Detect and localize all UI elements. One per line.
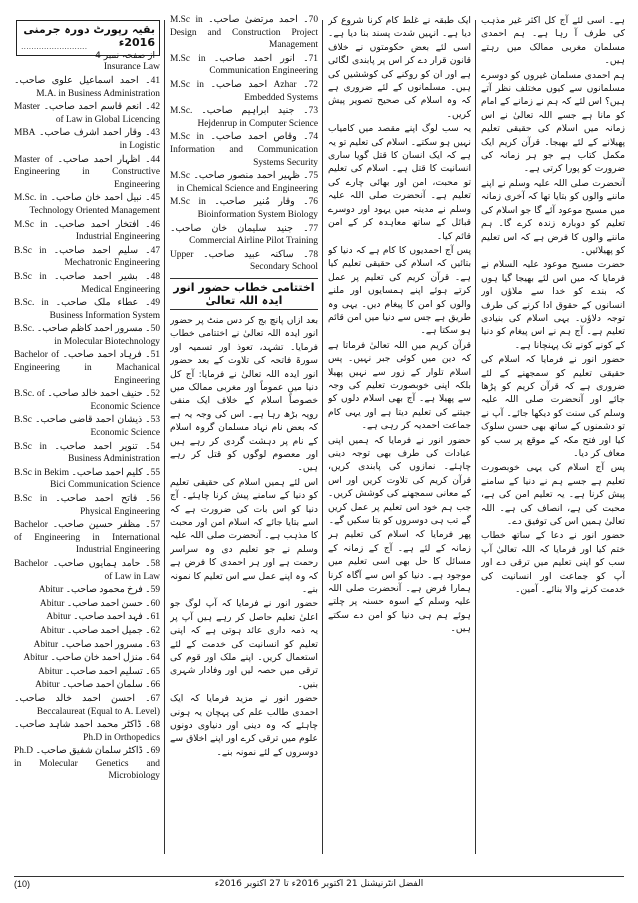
- degree-item: 53۔ ذیشان احمد قاضی صاحب۔ B.Sc Economic Science: [14, 415, 160, 439]
- degree-item: 42۔ انعم قاسم احمد صاحب۔ Master of Law in Global Licencing: [14, 102, 160, 125]
- report-header-box: بقیہ رپورٹ دورہ جرمنی 2016ء از صفحہ نمبر 4 ..........................: [16, 20, 160, 56]
- degree-item: 76۔ وقار مُنیر صاحب۔ M.Sc in Bioinformation System Biology: [170, 197, 318, 220]
- page-number: (10): [14, 879, 31, 889]
- section-heading: Insurance Law: [103, 62, 160, 72]
- degree-item: 51۔ فرہاد احمد صاحب۔ Bachelor of Engineering in Machanical Engineering: [14, 350, 160, 386]
- degree-item: 57۔ مظفر حسین صاحب۔ Bachelor of Engineering in International Industrial Engineering: [14, 520, 160, 556]
- degree-item: 52۔ حنیف احمد خالد صاحب۔ B.Sc. of Economic Science: [14, 389, 160, 412]
- degree-item: 64۔ منزل احمد خان صاحب۔ Abitur: [23, 653, 160, 664]
- column-2: [170, 14, 318, 874]
- article-text: [328, 14, 471, 636]
- paragraph: اس لئے ہمیں اسلام کی حقیقی تعلیم کو دنیا کے سامنے پیش کرنا چاہئے۔ آج دنیا کو اس بات کی ضرورت ہے کہ اسے بتایا جائے کہ اسلام امن اور محبت کا مذہب ہے۔ آنحضرت صلی اللہ علیہ وسلم نے جو تعلیم دی وہ سراسر رحمت ہے اور ہر احمدی کا فرض ہے کہ وہ اپنے عمل سے اس تعلیم کا نمونہ بنے۔: [170, 476, 318, 595]
- degree-item: 78۔ ساکنہ عبید صاحب۔ Upper Secondary School: [170, 249, 318, 273]
- degree-item: 46۔ افتخار احمد صاحب۔ M.Sc in Industrial Engineering: [14, 219, 160, 243]
- column-3: [328, 14, 471, 874]
- paragraph: حضور انور نے فرمایا کہ آپ لوگ جو اعلیٰ تعلیم حاصل کر رہے ہیں آپ پر یہ ذمہ داری عائد ہوتی ہے کہ اپنی تعلیم کو انسانیت کی خدمت کے لئے استعمال کریں۔ اپنے ملک اور قوم کی ترقی میں حصہ لیں اور وفادار شہری بنیں۔: [170, 598, 318, 690]
- degree-item: 45۔ نبیل احمد خان صاحب۔ M.Sc. in Technology Oriented Management: [14, 193, 160, 216]
- degree-item: 75۔ ظہیر احمد منصور صاحب۔ M.Sc in Chemical Science and Engineering: [170, 171, 318, 194]
- section-title-closing-address: اختتامی خطاب حضور انور ایدہ اللہ تعالیٰ: [170, 278, 318, 310]
- degree-item: 70۔ احمد مرتضیٰ صاحب۔ M.Sc in Design and Construction Project Management: [170, 15, 318, 51]
- report-title: بقیہ رپورٹ دورہ جرمنی 2016ء: [23, 23, 155, 49]
- degree-item: 47۔ سلیم احمد صاحب۔ B.Sc in Mechatronic Engineering: [14, 245, 160, 269]
- column-degree-list: [14, 14, 160, 874]
- degree-item: 41۔ احمد اسماعیل علوی صاحب۔ M.A. in Business Administration: [14, 76, 160, 99]
- degree-list-continued: [170, 14, 318, 274]
- degree-item: 73۔ جنید ابراہیم صاحب۔ M.Sc. Hejdenrup in Computer Science: [170, 106, 318, 129]
- degree-item: 66۔ سلمان احمد صاحب۔ Abitur: [35, 680, 160, 691]
- degree-item: 68۔ ڈاکٹر محمد احمد شاہد صاحب۔ Ph.D in Orthopedics: [14, 720, 160, 743]
- degree-item: 49۔ عطاء ملک صاحب۔ B.Sc. in Business Information System: [14, 298, 160, 321]
- page-footer: [14, 876, 624, 891]
- degree-item: 62۔ جمیل احمد صاحب۔ Abitur: [40, 625, 160, 636]
- column-rule: [164, 20, 165, 854]
- degree-item: 43۔ وقار احمد اشرف صاحب۔ MBA in Logistic: [14, 128, 160, 151]
- degree-item: 71۔ انور احمد صاحب۔ M.Sc in Communication Engineering: [170, 53, 318, 77]
- degree-item: 44۔ اظہار احمد صاحب۔ Master of Engineering in Constructive Engineering: [14, 154, 160, 190]
- column-4: [481, 14, 625, 874]
- degree-item: 60۔ حسن احمد صاحب۔ Abitur: [39, 598, 160, 609]
- degree-item: 56۔ فاتح احمد صاحب۔ B.Sc in Physical Engineering: [14, 494, 160, 517]
- paragraph: پھر فرمایا کہ اسلام کی تعلیم ہر زمانہ کے لئے ہے۔ آج کے زمانہ کے مسائل کا حل بھی اسی تعلیم میں موجود ہے۔ دنیا کو اس سے آگاہ کرنا ہمارا فرض ہے۔ آنحضرت صلی اللہ علیہ وسلم کے اسوہ حسنہ پر چلتے ہوئے ہم ہی دنیا کو امن دے سکتے ہیں۔: [328, 529, 471, 635]
- paragraph: حضور انور نے مزید فرمایا کہ ایک احمدی طالب علم کی پہچان یہ ہونی چاہئے کہ وہ دینی اور دنیاوی دونوں علوم میں ترقی کرے اور اپنے اخلاق سے دوسروں کے لئے نمونہ بنے۔: [170, 693, 318, 758]
- degree-item: 48۔ بشیر احمد صاحب۔ B.Sc in Medical Engineering: [14, 271, 160, 295]
- paragraph: حضور انور نے دعا کے ساتھ خطاب ختم کیا اور فرمایا کہ اللہ تعالیٰ آپ سب کو اپنی تعلیم میں ترقی دے اور آپ کو جماعت اور انسانیت کی خدمت کرنے والا بنائے۔ آمین۔: [481, 530, 625, 596]
- degree-item: 61۔ فہد احمد صاحب۔ Abitur: [46, 612, 160, 623]
- column-rule: [475, 20, 476, 854]
- paragraph: ایک طبقہ نے غلط کام کرنا شروع کر دیا ہے۔ انہیں شدت پسند بنا دیا ہے۔ اسی لئے بعض حکومتوں نے خلاف قانون قرار دے کر اس پر پابندی لگائی ہے اور ان کو روکنے کی کوششیں کی ہیں۔ مسلمانوں کے لئے ضروری ہے کہ وہ اسلام کی صحیح تصویر پیش کریں۔: [328, 15, 471, 120]
- paragraph: حضور انور نے فرمایا کہ ہمیں اپنی عبادات کی طرف بھی توجہ دینی چاہئے۔ نمازوں کی پابندی کریں، قرآن کریم کی تلاوت کریں اور اس کے معانی سمجھنے کی کوشش کریں۔ جب ہم خود اس تعلیم پر عمل کریں گے تب ہی دوسروں کو بتا سکیں گے۔: [328, 434, 471, 527]
- degree-item: 65۔ تسلیم احمد صاحب۔ Abitur: [38, 666, 160, 677]
- closing-address-text: [170, 314, 318, 759]
- paragraph: آنحضرت صلی اللہ علیہ وسلم نے اپنے ماننے والوں کو بتایا تھا کہ آخری زمانہ میں مسیح موعود آئے گا جو اسلام کی تعلیم کو دوبارہ زندہ کرے گا۔ ہم ماننے والوں کا فرض ہے کہ اس تعلیم کو پھیلائیں۔: [481, 177, 625, 256]
- degree-item: 54۔ تنویر احمد صاحب۔ B.Sc in Business Administration: [14, 441, 160, 465]
- paragraph: یہ سب لوگ اپنے مقصد میں کامیاب نہیں ہو سکتے۔ اسلام کی تعلیم تو یہ ہے کہ ایک انسان کا قتل گویا ساری انسانیت کا قتل ہے۔ اسلام کی تعلیم تو محبت، امن اور بھائی چارے کی تعلیم ہے۔ آنحضرت صلی اللہ علیہ وسلم نے مدینہ میں یہود اور دوسرے قبائل کے ساتھ معاہدہ کر کے امن قائم کیا۔: [328, 123, 471, 242]
- degree-item: 77۔ جنید سلیمان خان صاحب۔ Commercial Airline Pilot Training: [170, 223, 318, 247]
- paragraph: حضور انور نے فرمایا کہ اسلام کی حقیقی تعلیم کو سمجھنے کے لئے ضروری ہے کہ قرآن کریم کو پڑھا جائے اور آنحضرت صلی اللہ علیہ وسلم کی سنت کو دیکھا جائے۔ آپ نے تو دشمنوں کے ساتھ بھی حسن سلوک کیا اور فتح مکہ کے موقع پر سب کو معاف کر دیا۔: [481, 354, 625, 459]
- degree-item: 55۔ کلیم احمد صاحب۔ B.Sc in Bekim Bici Communication Science: [14, 467, 160, 491]
- column-rule: [322, 20, 323, 854]
- report-subtitle: از صفحہ نمبر 4: [95, 51, 155, 61]
- degree-item: 69۔ ڈاکٹر سلمان شفیق صاحب۔ Ph.D in Molecular Genetics and Microbiology: [14, 746, 160, 782]
- article-text: [481, 14, 625, 596]
- degree-list: [14, 75, 160, 783]
- paragraph: قرآن کریم میں اللہ تعالیٰ فرماتا ہے کہ دین میں کوئی جبر نہیں۔ پس اسلام تلوار کے زور سے نہیں پھیلا بلکہ اپنی خوبصورت تعلیم کی وجہ سے پھیلا ہے۔ آج بھی اسلام دلوں کو جیتنے کی تعلیم دیتا ہے اور یہی کام جماعت احمدیہ کر رہی ہے۔: [328, 339, 471, 432]
- paragraph: ہم احمدی مسلمان غیروں کو دوسرے مسلمانوں سے کیوں مختلف نظر آتے ہیں؟ اس لئے کہ ہم نے زمانے کے امام کو مانا ہے جسے اللہ تعالیٰ نے اس زمانہ میں اسلام کی حقیقی تعلیم پھیلانے کے لئے بھیجا۔ قرآن کریم ایک مکمل کتاب ہے جو ہر زمانہ کی ضرورت کو پورا کرتی ہے۔: [481, 69, 625, 175]
- degree-item: 63۔ مسرور احمد صاحب۔ Abitur: [33, 639, 160, 650]
- degree-item: 67۔ احسن احمد خالد صاحب۔ Beccalaureat (Equal to A. Level): [14, 693, 160, 717]
- degree-item: 58۔ حامد ہمایوں صاحب۔ Bachelor of Law in Law: [14, 558, 160, 582]
- paragraph: پس آج اسلام کی یہی خوبصورت تعلیم ہے جسے ہم نے دنیا کے سامنے پیش کرنا ہے۔ یہ تعلیم امن کی ہے، محبت کی ہے، انصاف کی ہے۔ اللہ تعالیٰ ہمیں اس کی توفیق دے۔: [481, 462, 625, 528]
- newspaper-page: [14, 14, 625, 874]
- degree-item: 72۔ Azhar احمد صاحب۔ M.Sc in Embedded Systems: [170, 79, 318, 103]
- degree-item: 59۔ فرخ محمود صاحب۔ Abitur: [38, 585, 160, 596]
- degree-item: 50۔ مسرور احمد کاظم صاحب۔ B.Sc. in Molecular Biotechnology: [14, 324, 160, 347]
- publication-info: الفضل انٹرنیشنل 21 اکتوبر 2016ء تا 27 اکتوبر 2016ء: [214, 879, 424, 889]
- paragraph: بعد ازاں پانچ بج کر دس منٹ پر حضور انور ایدہ اللہ تعالیٰ نے اختتامی خطاب فرمایا۔ تشہد، تعوذ اور تسمیہ اور سورۃ فاتحہ کی تلاوت کے بعد حضور انور ایدہ اللہ تعالیٰ نے فرمایا: آج کل دنیا میں عموماً اور مغربی ممالک میں خصوصاً اسلام کے خلاف ایک منفی رویہ بڑھ رہا ہے۔ اس کی وجہ یہ ہے کہ بعض نام نہاد مسلمان گروہ اسلام کے نام پر دہشت گردی کر رہے ہیں اور معصوم لوگوں کو قتل کر رہے ہیں۔: [170, 314, 318, 474]
- paragraph: پس آج احمدیوں کا کام ہے کہ دنیا کو بتائیں کہ اسلام کی حقیقی تعلیم کیا ہے۔ قرآن کریم کی تعلیم پر عمل کرتے ہوئے اپنے ہمسایوں اور ملنے والوں کو امن کا پیغام دیں۔ یہی وہ طریق ہے جس سے دنیا میں امن قائم ہو سکتا ہے۔: [328, 244, 471, 337]
- paragraph: ہے۔ اسی لئے آج کل اکثر غیر مذہب کی طرف آ رہا ہے۔ ہم احمدی مسلمان مغربی ممالک میں رہتے ہیں۔: [481, 15, 625, 67]
- degree-item: 74۔ وقاص احمد صاحب۔ M.Sc in Information and Communication Systems Security: [170, 132, 318, 168]
- paragraph: حضرت مسیح موعود علیہ السلام نے فرمایا کہ میں اس لئے بھیجا گیا ہوں کہ بندے کو خدا سے ملاؤں اور انسانوں کے حقوق ادا کرنے کی طرف توجہ دلاؤں۔ یہی اسلام کی بنیادی تعلیم ہے۔ آج ہم نے اس پیغام کو دنیا کے کونے کونے تک پہنچانا ہے۔: [481, 259, 625, 351]
